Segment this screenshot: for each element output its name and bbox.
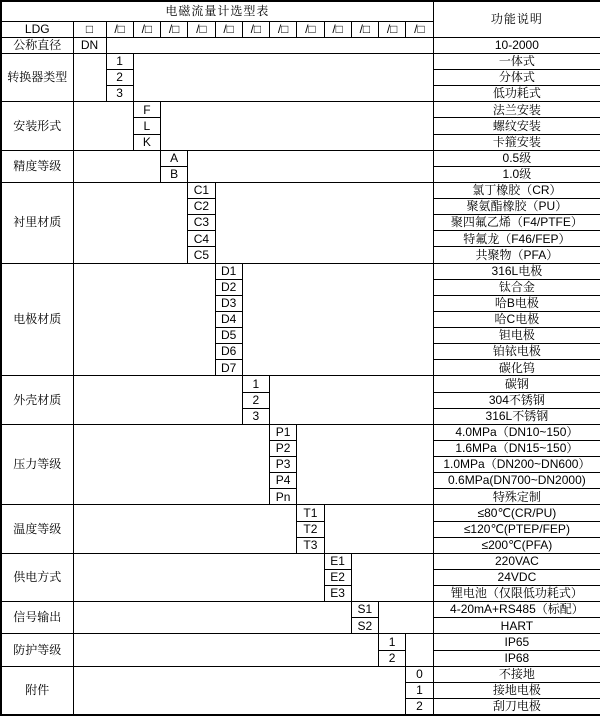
- group-label: 温度等级: [1, 505, 73, 553]
- group-label: 防护等级: [1, 634, 73, 666]
- option-code: 1: [379, 634, 406, 650]
- option-code: B: [161, 166, 188, 182]
- option-desc: 0.6MPa(DN700~DN2000): [433, 473, 600, 489]
- option-code: C1: [188, 182, 215, 198]
- option-code: P2: [270, 440, 297, 456]
- option-desc: 法兰安装: [433, 102, 600, 118]
- empty-cell: [242, 263, 433, 376]
- option-desc: 特氟龙（F46/FEP）: [433, 231, 600, 247]
- option-desc: 碳化钨: [433, 360, 600, 376]
- option-code: 1: [406, 682, 433, 698]
- table-row: [1, 424, 600, 440]
- option-code: D2: [215, 279, 242, 295]
- option-code: Pn: [270, 489, 297, 505]
- empty-cell: [133, 53, 433, 101]
- option-code: 1: [242, 376, 269, 392]
- group-label: 外壳材质: [1, 376, 73, 424]
- option-desc: ≤80℃(CR/PU): [433, 505, 600, 521]
- option-desc: 卡箍安装: [433, 134, 600, 150]
- empty-cell: [188, 150, 433, 182]
- option-desc: 220VAC: [433, 553, 600, 569]
- empty-cell: [351, 553, 433, 601]
- empty-cell: [73, 150, 161, 182]
- option-code: S1: [351, 602, 378, 618]
- option-code: E2: [324, 569, 351, 585]
- table-row: [1, 1, 600, 21]
- option-code: 2: [379, 650, 406, 666]
- option-code: C3: [188, 215, 215, 231]
- option-desc: ≤120℃(PTEP/FEP): [433, 521, 600, 537]
- model-code-slot: /□: [379, 21, 406, 37]
- option-code: D3: [215, 295, 242, 311]
- empty-cell: [161, 102, 434, 150]
- option-code: D1: [215, 263, 242, 279]
- option-desc: HART: [433, 618, 600, 634]
- option-code: D7: [215, 360, 242, 376]
- option-desc: 特殊定制: [433, 489, 600, 505]
- option-code: F: [133, 102, 160, 118]
- option-code: T1: [297, 505, 324, 521]
- table-row: [1, 634, 600, 650]
- option-desc: 共聚物（PFA）: [433, 247, 600, 263]
- option-desc: 1.0级: [433, 166, 600, 182]
- empty-cell: [270, 376, 434, 424]
- empty-cell: [106, 37, 433, 53]
- empty-cell: [379, 602, 434, 634]
- option-code: P4: [270, 473, 297, 489]
- option-desc: 接地电极: [433, 682, 600, 698]
- group-label: 附件: [1, 666, 73, 715]
- table-row: [1, 505, 600, 521]
- model-code-slot: /□: [188, 21, 215, 37]
- option-desc: 一体式: [433, 53, 600, 69]
- model-code-slot: /□: [106, 21, 133, 37]
- empty-cell: [73, 602, 351, 634]
- table-row: [1, 182, 600, 198]
- group-label: 安装形式: [1, 102, 73, 150]
- option-desc: 碳钢: [433, 376, 600, 392]
- option-code: 0: [406, 666, 433, 682]
- option-code: L: [133, 118, 160, 134]
- option-desc: 哈B电极: [433, 295, 600, 311]
- empty-cell: [73, 634, 379, 666]
- empty-cell: [73, 102, 133, 150]
- option-desc: 刮刀电极: [433, 698, 600, 715]
- option-code: 1: [106, 53, 133, 69]
- option-desc: 哈C电极: [433, 311, 600, 327]
- group-label: 转换器类型: [1, 53, 73, 101]
- empty-cell: [73, 376, 242, 424]
- option-code: C5: [188, 247, 215, 263]
- option-desc: 24VDC: [433, 569, 600, 585]
- option-code: A: [161, 150, 188, 166]
- table-row: [1, 376, 600, 392]
- table-row: [1, 102, 600, 118]
- model-code-slot: /□: [215, 21, 242, 37]
- group-label: 电极材质: [1, 263, 73, 376]
- empty-cell: [73, 553, 324, 601]
- table-row: [1, 37, 600, 53]
- table-row: [1, 53, 600, 69]
- option-desc: IP65: [433, 634, 600, 650]
- option-code: T2: [297, 521, 324, 537]
- option-desc: ≤200℃(PFA): [433, 537, 600, 553]
- empty-cell: [324, 505, 433, 553]
- table-row: [1, 666, 600, 682]
- group-label: 衬里材质: [1, 182, 73, 263]
- option-desc: 铂铱电极: [433, 344, 600, 360]
- option-desc: 钛合金: [433, 279, 600, 295]
- option-desc: 304不锈钢: [433, 392, 600, 408]
- model-code-slot: /□: [133, 21, 160, 37]
- option-code: E3: [324, 586, 351, 602]
- option-desc: 1.0MPa（DN200~DN600）: [433, 457, 600, 473]
- option-desc: 4-20mA+RS485（标配）: [433, 602, 600, 618]
- page-title: 电磁流量计选型表: [1, 1, 433, 21]
- option-desc: 氯丁橡胶（CR）: [433, 182, 600, 198]
- model-code-slot: /□: [270, 21, 297, 37]
- option-code: S2: [351, 618, 378, 634]
- selection-table-body: [1, 1, 600, 715]
- group-label: 压力等级: [1, 424, 73, 505]
- empty-cell: [73, 53, 106, 101]
- empty-cell: [215, 182, 433, 263]
- option-desc: 316L电极: [433, 263, 600, 279]
- empty-cell: [297, 424, 433, 505]
- option-desc: 分体式: [433, 70, 600, 86]
- group-label: 供电方式: [1, 553, 73, 601]
- model-code-slot: /□: [324, 21, 351, 37]
- option-code: D4: [215, 311, 242, 327]
- option-code: T3: [297, 537, 324, 553]
- diameter-code: DN: [73, 37, 106, 53]
- model-box-slot: □: [73, 21, 106, 37]
- model-code-slot: /□: [161, 21, 188, 37]
- option-desc: 钽电极: [433, 328, 600, 344]
- function-description-header: 功能说明: [433, 1, 600, 37]
- model-code-slot: /□: [406, 21, 433, 37]
- model-code-slot: /□: [351, 21, 378, 37]
- option-code: 3: [106, 86, 133, 102]
- option-desc: 0.5级: [433, 150, 600, 166]
- option-code: E1: [324, 553, 351, 569]
- option-code: P1: [270, 424, 297, 440]
- empty-cell: [73, 424, 270, 505]
- table-row: [1, 553, 600, 569]
- option-code: 2: [406, 698, 433, 715]
- option-desc: 低功耗式: [433, 86, 600, 102]
- option-desc: 1.6MPa（DN15~150）: [433, 440, 600, 456]
- diameter-label: 公称直径: [1, 37, 73, 53]
- table-row: [1, 263, 600, 279]
- option-code: C2: [188, 199, 215, 215]
- option-code: P3: [270, 457, 297, 473]
- model-code-slot: /□: [297, 21, 324, 37]
- empty-cell: [406, 634, 433, 666]
- option-desc: 聚四氟乙烯（F4/PTFE）: [433, 215, 600, 231]
- option-desc: 聚氨酯橡胶（PU）: [433, 199, 600, 215]
- group-label: 精度等级: [1, 150, 73, 182]
- option-code: D6: [215, 344, 242, 360]
- option-code: 2: [106, 70, 133, 86]
- option-code: K: [133, 134, 160, 150]
- empty-cell: [73, 505, 297, 553]
- option-code: C4: [188, 231, 215, 247]
- option-desc: 316L不锈钢: [433, 408, 600, 424]
- option-desc: 螺纹安装: [433, 118, 600, 134]
- option-desc: 锂电池（仅限低功耗式）: [433, 586, 600, 602]
- model-code-slot: /□: [242, 21, 269, 37]
- option-code: 3: [242, 408, 269, 424]
- table-row: [1, 150, 600, 166]
- group-label: 信号输出: [1, 602, 73, 634]
- option-desc: 不接地: [433, 666, 600, 682]
- option-code: D5: [215, 328, 242, 344]
- option-desc: 4.0MPa（DN10~150）: [433, 424, 600, 440]
- diameter-desc: 10-2000: [433, 37, 600, 53]
- empty-cell: [73, 263, 215, 376]
- model-prefix: LDG: [1, 21, 73, 37]
- option-desc: IP68: [433, 650, 600, 666]
- empty-cell: [73, 666, 406, 715]
- table-row: [1, 602, 600, 618]
- empty-cell: [73, 182, 188, 263]
- option-code: 2: [242, 392, 269, 408]
